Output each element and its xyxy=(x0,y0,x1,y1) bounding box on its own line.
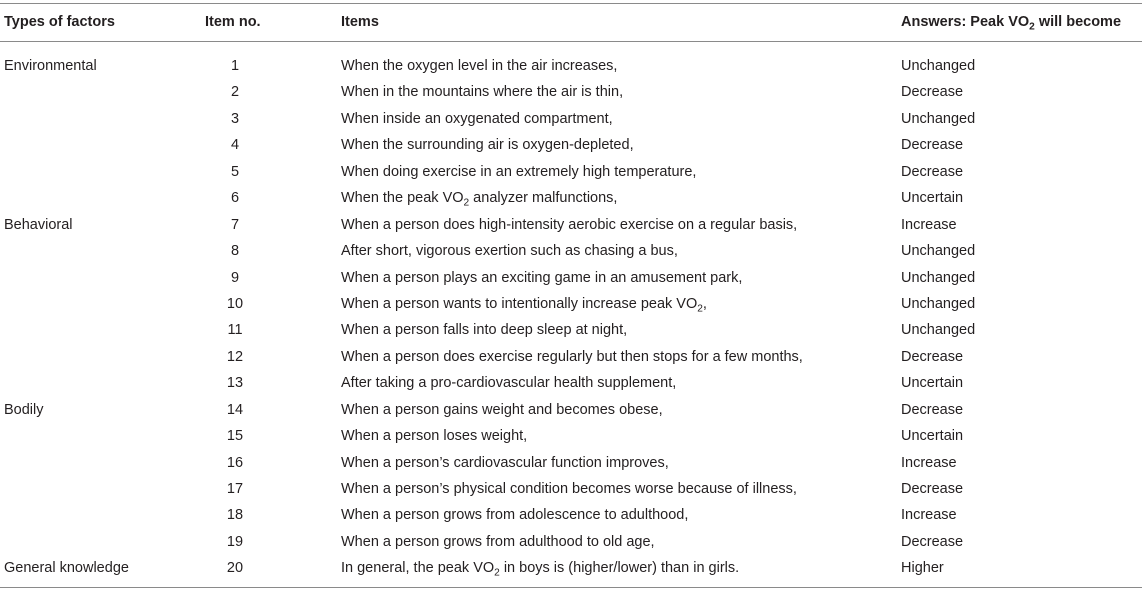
factor-type-cell: Behavioral xyxy=(4,216,73,233)
item-text-cell xyxy=(341,529,655,555)
answers-header-subscript: 2 xyxy=(1029,21,1035,33)
table-row xyxy=(0,106,1142,132)
item-text-cell xyxy=(341,132,634,158)
table-row xyxy=(0,397,1142,423)
table-header-rule xyxy=(0,41,1142,42)
answer-cell: Decrease xyxy=(901,137,964,154)
table-row xyxy=(0,370,1142,396)
answers-header-prefix: Answers: Peak VO xyxy=(901,14,1030,30)
answer-cell: Uncertain xyxy=(901,375,964,392)
item-text: When in the mountains where the air is thin, xyxy=(341,84,624,101)
table-row xyxy=(0,79,1142,105)
table-row xyxy=(0,476,1142,502)
table-row xyxy=(0,502,1142,528)
item-number-cell: 3 xyxy=(230,110,240,127)
item-number-cell: 9 xyxy=(230,269,240,286)
item-number-cell: 20 xyxy=(226,560,244,577)
item-number-cell: 6 xyxy=(230,190,240,207)
table-row xyxy=(0,132,1142,158)
item-number-cell: 8 xyxy=(230,243,240,260)
item-number-cell: 13 xyxy=(226,375,244,392)
answer-cell: Higher xyxy=(901,560,944,577)
item-text-cell xyxy=(341,106,613,132)
answer-cell: Decrease xyxy=(901,401,964,418)
table-row xyxy=(0,423,1142,449)
item-text: When a person’s cardiovascular function improves, xyxy=(341,454,669,471)
answer-cell: Decrease xyxy=(901,163,964,180)
item-text: When inside an oxygenated compartment, xyxy=(341,110,613,127)
item-text: When a person plays an exciting game in an amusement park, xyxy=(341,269,743,286)
table-row xyxy=(0,238,1142,264)
answer-cell: Increase xyxy=(901,454,957,471)
factor-type-cell: Environmental xyxy=(4,58,97,74)
item-text-cell xyxy=(341,344,803,370)
table-row xyxy=(0,529,1142,555)
table-row xyxy=(0,317,1142,343)
answer-cell: Unchanged xyxy=(901,295,976,312)
answer-cell: Uncertain xyxy=(901,428,964,445)
item-number-cell: 11 xyxy=(227,322,243,339)
item-text: After short, vigorous exertion such as chasing a bus, xyxy=(341,243,678,260)
answer-cell: Increase xyxy=(901,507,957,524)
item-text-subscript: 2 xyxy=(463,197,470,209)
item-text: When the surrounding air is oxygen-depleted, xyxy=(341,137,634,154)
answer-cell: Unchanged xyxy=(901,110,976,127)
item-text-cell xyxy=(341,79,623,105)
item-text: In general, the peak VO xyxy=(341,560,495,577)
item-text-cell xyxy=(341,291,707,317)
item-text-suffix: in boys is (higher/lower) than in girls. xyxy=(499,560,740,577)
column-header-type: Types of factors xyxy=(4,14,115,30)
answer-cell: Increase xyxy=(901,216,957,233)
answer-cell: Decrease xyxy=(901,84,964,101)
item-text: When a person wants to intentionally increase peak VO xyxy=(341,295,698,312)
item-text: When a person grows from adulthood to old age, xyxy=(341,533,655,550)
item-text: When a person does high-intensity aerobic exercise on a regular basis, xyxy=(341,216,798,233)
item-text-cell xyxy=(341,185,617,211)
table-row xyxy=(0,53,1142,79)
item-text-cell xyxy=(341,317,627,343)
item-number-cell: 1 xyxy=(230,58,240,74)
item-text: After taking a pro-cardiovascular health supplement, xyxy=(341,375,677,392)
answer-cell: Unchanged xyxy=(901,269,976,286)
item-text-cell xyxy=(341,502,688,528)
item-number-cell: 17 xyxy=(226,481,244,497)
column-header-item-no: Item no. xyxy=(205,14,261,30)
column-header-answers xyxy=(901,11,1121,33)
item-text-cell xyxy=(341,53,617,79)
item-number-cell: 16 xyxy=(226,454,244,471)
item-number-cell: 19 xyxy=(226,533,244,550)
item-text-cell xyxy=(341,265,742,291)
item-text-cell xyxy=(341,423,527,449)
item-text: When a person does exercise regularly but then stops for a few months, xyxy=(341,348,803,365)
answers-header-suffix: will become xyxy=(1034,14,1122,30)
item-number-cell: 14 xyxy=(226,401,244,418)
item-text-cell xyxy=(341,159,696,185)
table-body xyxy=(0,53,1142,582)
item-number-cell: 4 xyxy=(230,137,240,154)
item-number-cell: 12 xyxy=(226,348,244,365)
table-bottom-rule xyxy=(0,587,1142,588)
table-row xyxy=(0,555,1142,581)
table-row xyxy=(0,185,1142,211)
table-row xyxy=(0,291,1142,317)
column-header-items: Items xyxy=(341,14,379,30)
item-text-subscript: 2 xyxy=(697,303,703,315)
table-top-rule xyxy=(0,3,1142,4)
item-text: When a person grows from adolescence to adulthood, xyxy=(341,507,689,524)
factor-type-cell: Bodily xyxy=(4,401,44,418)
item-text: When the oxygen level in the air increases, xyxy=(341,58,618,74)
item-number-cell: 7 xyxy=(230,216,240,233)
item-text-subscript: 2 xyxy=(494,567,500,579)
answer-cell: Unchanged xyxy=(901,58,976,74)
answer-cell: Unchanged xyxy=(901,322,976,339)
table-row xyxy=(0,344,1142,370)
item-text: When a person falls into deep sleep at night, xyxy=(341,322,628,339)
item-text: When a person gains weight and becomes obese, xyxy=(341,401,663,418)
item-text-cell xyxy=(341,450,669,476)
item-number-cell: 2 xyxy=(230,84,240,101)
item-text: When doing exercise in an extremely high temperature, xyxy=(341,163,697,180)
item-text-cell xyxy=(341,212,797,238)
item-text-suffix: , xyxy=(702,295,707,312)
answer-cell: Decrease xyxy=(901,533,964,550)
table-row xyxy=(0,159,1142,185)
item-number-cell: 15 xyxy=(226,428,244,445)
item-text-cell xyxy=(341,476,797,502)
answer-cell: Unchanged xyxy=(901,243,976,260)
factor-type-cell: General knowledge xyxy=(4,560,129,577)
item-text: When the peak VO xyxy=(341,190,464,207)
item-text: When a person loses weight, xyxy=(341,428,528,445)
item-number-cell: 10 xyxy=(226,295,244,312)
item-text: When a person’s physical condition becomes worse because of illness, xyxy=(341,481,797,497)
answer-cell: Decrease xyxy=(901,348,964,365)
table-row xyxy=(0,265,1142,291)
answer-cell: Uncertain xyxy=(901,190,964,207)
item-text-cell xyxy=(341,555,739,581)
answer-cell: Decrease xyxy=(901,481,964,497)
table-row xyxy=(0,450,1142,476)
item-number-cell: 5 xyxy=(230,163,240,180)
table-row xyxy=(0,212,1142,238)
item-text-cell xyxy=(341,238,678,264)
item-number-cell: 18 xyxy=(226,507,244,524)
item-text-suffix: analyzer malfunctions, xyxy=(469,190,618,207)
item-text-cell xyxy=(341,397,663,423)
item-text-cell xyxy=(341,370,676,396)
